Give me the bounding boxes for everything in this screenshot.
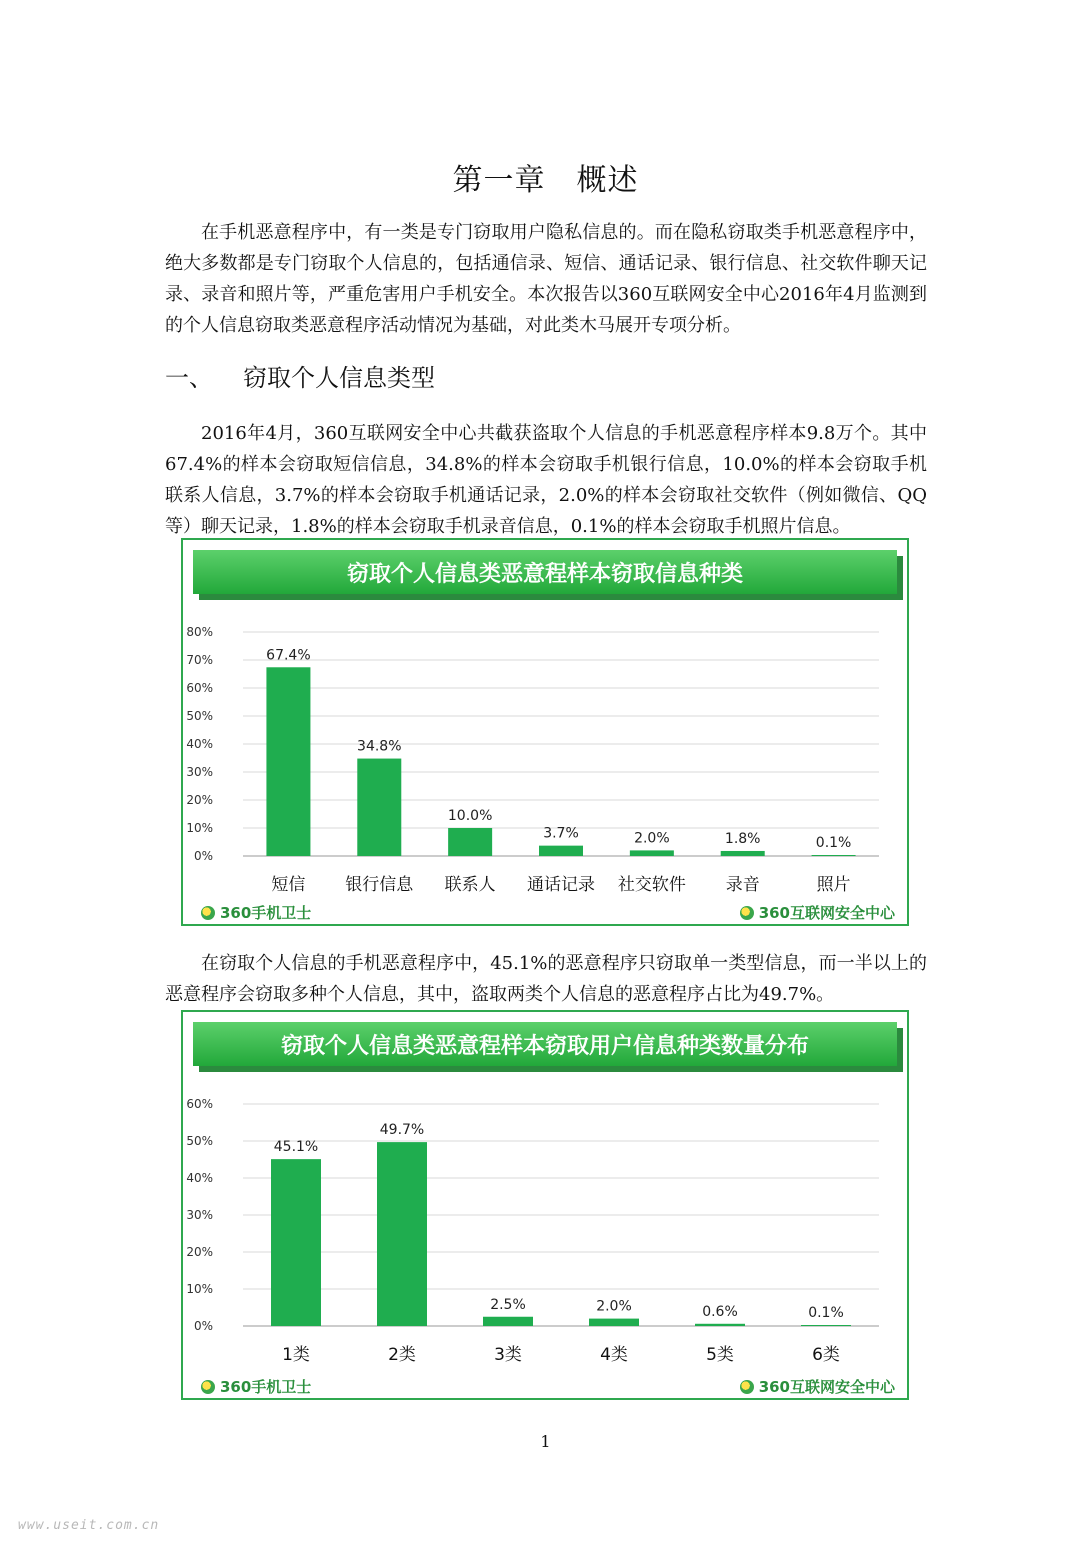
y-tick-label: 50% xyxy=(186,709,213,723)
category-label: 5类 xyxy=(706,1345,734,1365)
y-tick-label: 10% xyxy=(186,1282,213,1296)
watermark: www.useit.com.cn xyxy=(18,1518,160,1533)
category-label: 录音 xyxy=(725,875,760,895)
bar xyxy=(630,850,674,856)
category-label: 联系人 xyxy=(444,875,496,895)
category-label: 4类 xyxy=(600,1345,628,1365)
data-label: 1.8% xyxy=(724,830,761,847)
data-label: 34.8% xyxy=(357,738,402,755)
bar xyxy=(589,1319,639,1326)
data-label: 0.1% xyxy=(815,835,852,851)
data-label: 49.7% xyxy=(379,1122,425,1139)
between-paragraph: 在窃取个人信息的手机恶意程序中，45.1%的恶意程序只窃取单一类型信息，而一半以上的恶意程序会窃取多种个人信息，其中，盗取两类个人信息的恶意程序占比为49.7%。 xyxy=(165,953,927,1005)
data-label: 2.0% xyxy=(634,830,670,847)
logo-360-security-center-2: 360互联网安全中心 xyxy=(740,1376,895,1397)
section-title: 窃取个人信息类型 xyxy=(243,364,435,392)
section-number: 一、 xyxy=(165,364,213,392)
chart-2-plot xyxy=(183,1012,907,1398)
category-label: 银行信息 xyxy=(345,875,414,895)
bar xyxy=(539,846,583,856)
bar xyxy=(812,855,856,856)
category-label: 社交软件 xyxy=(617,875,686,895)
360-logo-icon xyxy=(201,1380,215,1394)
category-label: 短信 xyxy=(271,875,306,895)
360-logo-icon xyxy=(740,906,754,920)
section-paragraph: 2016年4月，360互联网安全中心共截获盗取个人信息的手机恶意程序样本9.8万个。其中67.4%的样本会窃取短信信息，34.8%的样本会窃取手机银行信息，10.0%的样本会窃取手机联系人信息，3.7%的样本会窃取手机通话记录，2.0%的样本会窃取社交软件（例如微信、QQ等）聊天记录，1.8%的样本会窃取手机录音信息，0.1%的样本会窃取手机照片信息。 xyxy=(165,423,927,537)
y-tick-label: 20% xyxy=(186,1245,213,1259)
360-logo-icon xyxy=(740,1380,754,1394)
logo-360-mobile-guard-2: 360手机卫士 xyxy=(201,1376,311,1397)
y-tick-label: 0% xyxy=(193,1319,213,1333)
category-label: 1类 xyxy=(282,1345,310,1365)
data-label: 3.7% xyxy=(543,825,579,842)
bar xyxy=(801,1325,851,1326)
bar xyxy=(695,1324,745,1326)
section-heading xyxy=(165,358,435,393)
category-label: 6类 xyxy=(812,1345,840,1365)
y-tick-label: 60% xyxy=(186,681,213,695)
y-tick-label: 30% xyxy=(186,765,213,779)
page-number: 1 xyxy=(540,1432,551,1451)
logo-360-mobile-guard-1: 360手机卫士 xyxy=(201,902,311,923)
chart-1-plot xyxy=(183,540,907,924)
data-label: 45.1% xyxy=(273,1139,319,1156)
category-label: 3类 xyxy=(494,1345,522,1365)
chart-1-frame xyxy=(181,538,909,926)
data-label: 0.6% xyxy=(702,1303,738,1320)
data-label: 2.5% xyxy=(490,1296,526,1313)
y-tick-label: 20% xyxy=(186,793,213,807)
bar xyxy=(266,667,310,856)
bar xyxy=(448,828,492,856)
data-label: 0.1% xyxy=(808,1305,844,1321)
logo-360-security-center-1: 360互联网安全中心 xyxy=(740,902,895,923)
y-tick-label: 40% xyxy=(186,737,213,751)
chapter-title: 第一章 概述 xyxy=(452,163,639,198)
category-label: 2类 xyxy=(388,1345,416,1365)
chart-2-frame xyxy=(181,1010,909,1400)
data-label: 10.0% xyxy=(447,808,493,824)
data-label: 67.4% xyxy=(266,647,311,664)
y-tick-label: 10% xyxy=(186,821,213,835)
chart-2-title: 窃取个人信息类恶意程样本窃取用户信息种类数量分布 xyxy=(193,1022,897,1066)
360-logo-icon xyxy=(201,906,215,920)
chart-1-title: 窃取个人信息类恶意程样本窃取信息种类 xyxy=(193,550,897,594)
y-tick-label: 60% xyxy=(186,1097,213,1111)
y-tick-label: 30% xyxy=(186,1208,213,1222)
y-tick-label: 80% xyxy=(186,625,213,639)
bar xyxy=(357,759,401,856)
data-label: 2.0% xyxy=(596,1298,632,1315)
y-tick-label: 70% xyxy=(186,653,213,667)
bar xyxy=(483,1317,533,1326)
y-tick-label: 50% xyxy=(186,1134,213,1148)
bar xyxy=(377,1142,427,1326)
intro-paragraph: 在手机恶意程序中，有一类是专门窃取用户隐私信息的。而在隐私窃取类手机恶意程序中，绝大多数都是专门窃取个人信息的，包括通信录、短信、通话记录、银行信息、社交软件聊天记录、录音和照片等，严重危害用户手机安全。本次报告以360互联网安全中心2016年4月监测到的个人信息窃取类恶意程序活动情况为基础，对此类木马展开专项分析。 xyxy=(165,222,927,336)
y-tick-label: 40% xyxy=(186,1171,213,1185)
y-tick-label: 0% xyxy=(193,849,213,863)
category-label: 照片 xyxy=(816,875,851,895)
bar xyxy=(271,1159,321,1326)
bar xyxy=(721,851,765,856)
category-label: 通话记录 xyxy=(527,875,595,895)
